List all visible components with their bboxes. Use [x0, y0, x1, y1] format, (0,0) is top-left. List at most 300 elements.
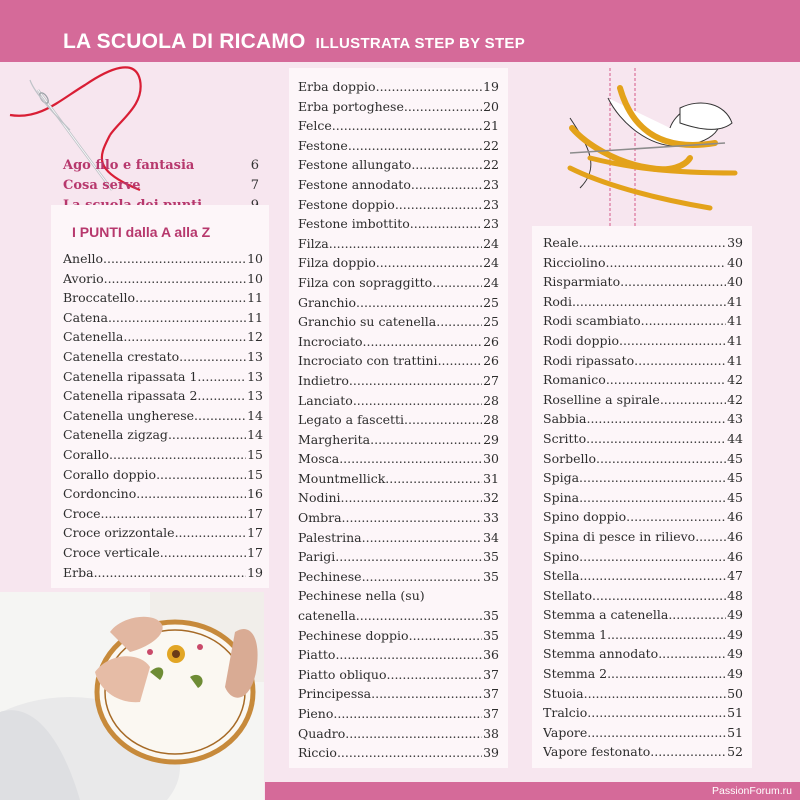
- toc-entry-page: 31: [483, 470, 499, 486]
- watermark: PassionForum.ru: [712, 785, 792, 797]
- toc-entry[interactable]: [543, 605, 743, 625]
- toc-leader-dots: [409, 626, 483, 646]
- toc-entry-label: Spino doppio: [543, 509, 627, 525]
- toc-entry-page: 14: [247, 407, 263, 423]
- toc-entry[interactable]: [543, 507, 743, 527]
- toc-entry[interactable]: [543, 664, 743, 684]
- toc-leader-dots: [438, 351, 483, 371]
- toc-entry-label: Erba: [63, 564, 94, 580]
- toc-leader-dots: [376, 77, 483, 97]
- toc-leader-dots: [329, 234, 482, 254]
- toc-leader-dots: [136, 484, 246, 504]
- toc-entry-page: 16: [247, 486, 263, 502]
- toc-entry[interactable]: [298, 606, 499, 626]
- toc-entry-page: 50: [727, 685, 743, 701]
- toc-leader-dots: [337, 743, 482, 763]
- toc-entry-page: 11: [247, 290, 263, 306]
- intro-link-ago-filo[interactable]: [63, 158, 259, 173]
- toc-entry[interactable]: [543, 292, 743, 312]
- toc-entry[interactable]: [298, 724, 499, 744]
- toc-leader-dots: [607, 625, 726, 645]
- toc-entry-page: 10: [247, 270, 263, 286]
- toc-entry[interactable]: [63, 347, 263, 367]
- toc-leader-dots: [596, 449, 726, 469]
- toc-entry[interactable]: [298, 293, 499, 313]
- toc-leader-dots: [339, 449, 482, 469]
- toc-entry-label: Tralcio: [543, 705, 588, 721]
- toc-entry-page: 17: [247, 525, 263, 541]
- toc-column-3: [543, 233, 743, 762]
- toc-entry-page: 37: [483, 666, 499, 682]
- toc-entry[interactable]: [63, 445, 263, 465]
- toc-entry[interactable]: [298, 391, 499, 411]
- toc-entry-label: Festone: [298, 137, 348, 153]
- toc-entry[interactable]: [298, 743, 499, 763]
- toc-entry-page: 46: [727, 528, 743, 544]
- toc-entry-label: Croce verticale: [63, 544, 160, 560]
- toc-entry[interactable]: [543, 351, 743, 371]
- toc-entry-label: Piatto obliquo: [298, 666, 387, 682]
- toc-column-2: [298, 77, 499, 763]
- toc-leader-dots: [586, 429, 726, 449]
- toc-leader-dots: [626, 507, 726, 527]
- toc-entry[interactable]: [543, 566, 743, 586]
- toc-entry-page: 49: [727, 666, 743, 682]
- toc-entry-label: Broccatello: [63, 290, 136, 306]
- toc-entry-label: Stemma 1: [543, 626, 608, 642]
- toc-leader-dots: [356, 606, 482, 626]
- toc-leader-dots: [341, 488, 483, 508]
- toc-leader-dots: [695, 527, 726, 547]
- toc-leader-dots: [197, 367, 246, 387]
- toc-entry-label: Stella: [543, 568, 580, 584]
- toc-leader-dots: [160, 543, 246, 563]
- toc-entry-label: Filza: [298, 235, 329, 251]
- toc-leader-dots: [410, 214, 482, 234]
- toc-entry[interactable]: [63, 386, 263, 406]
- toc-entry-label: Palestrina: [298, 529, 362, 545]
- toc-entry[interactable]: [543, 331, 743, 351]
- toc-entry-label: Sabbia: [543, 411, 587, 427]
- toc-entry-label: Rodi: [543, 293, 572, 309]
- toc-entry[interactable]: [298, 410, 499, 430]
- toc-leader-dots: [650, 742, 726, 762]
- toc-entry[interactable]: [63, 484, 263, 504]
- toc-entry-page: 15: [247, 446, 263, 462]
- toc-entry-label: Rodi scambiato: [543, 313, 641, 329]
- toc-entry-label: Stemma 2: [543, 666, 608, 682]
- toc-leader-dots: [123, 327, 246, 347]
- toc-entry-label: Festone allungato: [298, 157, 412, 173]
- toc-leader-dots: [660, 390, 726, 410]
- toc-leader-dots: [587, 723, 726, 743]
- toc-entry-label: Catenella ripassata 1: [63, 368, 198, 384]
- toc-entry-label: Erba portoghese: [298, 98, 404, 114]
- toc-leader-dots: [135, 288, 246, 308]
- toc-entry-page: 17: [247, 544, 263, 560]
- intro-link-page: 6: [250, 158, 259, 173]
- toc-entry[interactable]: [298, 430, 499, 450]
- toc-entry[interactable]: [298, 371, 499, 391]
- toc-entry-page: 13: [247, 388, 263, 404]
- toc-entry-page: 51: [727, 705, 743, 721]
- embroidery-photo: [0, 592, 264, 800]
- toc-entry[interactable]: [543, 253, 743, 273]
- intro-link-cosa-serve[interactable]: [63, 178, 259, 193]
- toc-entry[interactable]: [543, 272, 743, 292]
- toc-entry-label: Legato a fascetti: [298, 412, 405, 428]
- toc-entry-page: 35: [483, 627, 499, 643]
- title-main: LA SCUOLA DI RICAMO: [63, 30, 306, 53]
- toc-entry-page: 26: [483, 333, 499, 349]
- toc-leader-dots: [109, 445, 246, 465]
- toc-entry[interactable]: [298, 136, 499, 156]
- toc-entry[interactable]: [543, 742, 743, 762]
- toc-entry-page: 47: [727, 568, 743, 584]
- section-heading: I PUNTI dalla A alla Z: [72, 224, 211, 240]
- toc-entry-label: Stemma a catenella: [543, 607, 669, 623]
- toc-entry-page: 37: [483, 686, 499, 702]
- toc-entry-label: Corallo: [63, 446, 110, 462]
- toc-leader-dots: [345, 724, 482, 744]
- toc-entry[interactable]: [543, 723, 743, 743]
- toc-entry[interactable]: [543, 370, 743, 390]
- toc-entry-label: Incrociato con trattini: [298, 353, 438, 369]
- toc-entry[interactable]: [298, 665, 499, 685]
- toc-entry-page: 30: [483, 451, 499, 467]
- toc-entry-page: 49: [727, 626, 743, 642]
- toc-entry[interactable]: [543, 429, 743, 449]
- toc-entry-page: 12: [247, 329, 263, 345]
- toc-leader-dots: [619, 331, 726, 351]
- toc-leader-dots: [335, 547, 482, 567]
- toc-entry-page: 39: [727, 235, 743, 250]
- toc-entry-page: 25: [483, 314, 499, 330]
- toc-entry-label: Riccio: [298, 745, 337, 761]
- toc-leader-dots: [579, 547, 726, 567]
- toc-entry-page: 21: [483, 118, 499, 134]
- toc-entry-label: Corallo doppio: [63, 466, 157, 482]
- toc-leader-dots: [404, 97, 482, 117]
- toc-leader-dots: [349, 371, 482, 391]
- toc-entry[interactable]: [63, 288, 263, 308]
- toc-entry[interactable]: [298, 77, 499, 97]
- toc-entry[interactable]: [63, 523, 263, 543]
- intro-link-page: 7: [250, 178, 259, 193]
- toc-entry[interactable]: [298, 586, 499, 606]
- toc-entry-page: 42: [727, 391, 743, 407]
- toc-entry-label: Anello: [63, 251, 103, 266]
- toc-leader-dots: [332, 116, 482, 136]
- toc-entry[interactable]: [298, 351, 499, 371]
- toc-entry-label: Festone annodato: [298, 176, 411, 192]
- toc-leader-dots: [356, 293, 482, 313]
- toc-leader-dots: [620, 272, 726, 292]
- toc-entry-page: 44: [727, 430, 743, 446]
- toc-entry[interactable]: [543, 233, 743, 253]
- toc-entry[interactable]: [298, 312, 499, 332]
- toc-entry-page: 51: [727, 724, 743, 740]
- toc-entry[interactable]: [543, 703, 743, 723]
- toc-entry-label: Quadro: [298, 725, 346, 741]
- toc-entry-page: 28: [483, 392, 499, 408]
- toc-entry-page: 37: [483, 706, 499, 721]
- toc-entry-page: 23: [483, 216, 499, 232]
- toc-entry-page: 26: [483, 353, 499, 369]
- toc-entry-page: 24: [483, 255, 499, 271]
- toc-entry[interactable]: [298, 684, 499, 704]
- intro-link-label: Ago filo e fantasia: [63, 158, 195, 173]
- toc-entry-page: 35: [483, 568, 499, 584]
- toc-leader-dots: [376, 253, 482, 273]
- toc-leader-dots: [606, 370, 726, 390]
- toc-leader-dots: [579, 566, 726, 586]
- toc-leader-dots: [348, 136, 482, 156]
- toc-entry-page: 45: [727, 489, 743, 505]
- toc-leader-dots: [108, 308, 246, 328]
- toc-entry-page: 38: [483, 725, 499, 741]
- toc-entry-page: 29: [483, 431, 499, 447]
- toc-entry-page: 40: [727, 274, 743, 290]
- toc-entry-label: Spina di pesce in rilievo: [543, 528, 696, 544]
- toc-leader-dots: [584, 684, 726, 704]
- toc-entry-label: Rodi doppio: [543, 332, 619, 348]
- toc-entry-label: Croce orizzontale: [63, 525, 175, 541]
- toc-entry[interactable]: [63, 406, 263, 426]
- toc-leader-dots: [100, 504, 246, 524]
- toc-entry[interactable]: [298, 116, 499, 136]
- toc-entry-page: 22: [483, 157, 499, 173]
- toc-leader-dots: [411, 175, 482, 195]
- toc-leader-dots: [94, 563, 247, 583]
- toc-leader-dots: [156, 465, 246, 485]
- toc-leader-dots: [175, 523, 247, 543]
- toc-entry-label: Pechinese nella (su): [298, 588, 425, 604]
- toc-entry-page: 36: [483, 647, 499, 663]
- toc-leader-dots: [586, 409, 726, 429]
- toc-entry-page: 27: [483, 372, 499, 388]
- toc-entry-page: 11: [247, 309, 263, 325]
- toc-leader-dots: [179, 347, 246, 367]
- toc-entry[interactable]: [298, 273, 499, 293]
- toc-entry[interactable]: [298, 567, 499, 587]
- toc-leader-dots: [168, 425, 246, 445]
- toc-entry[interactable]: [298, 508, 499, 528]
- toc-leader-dots: [335, 645, 482, 665]
- toc-entry-page: 45: [727, 470, 743, 486]
- toc-entry-page: 46: [727, 548, 743, 564]
- toc-entry-page: 35: [483, 549, 499, 565]
- toc-entry[interactable]: [63, 425, 263, 445]
- toc-entry[interactable]: [63, 308, 263, 328]
- toc-entry-label: Cordoncino: [63, 486, 137, 502]
- toc-entry-label: Incrociato: [298, 333, 363, 349]
- page-title: [63, 30, 525, 54]
- toc-entry[interactable]: [298, 626, 499, 646]
- toc-entry[interactable]: [543, 409, 743, 429]
- toc-leader-dots: [197, 386, 246, 406]
- toc-entry[interactable]: [63, 504, 263, 524]
- toc-leader-dots: [634, 351, 726, 371]
- toc-entry-label: Pechinese: [298, 568, 362, 584]
- toc-entry-page: 20: [483, 98, 499, 114]
- toc-entry[interactable]: [298, 469, 499, 489]
- toc-entry[interactable]: [298, 547, 499, 567]
- toc-entry-label: Catenella: [63, 329, 124, 345]
- toc-leader-dots: [587, 703, 726, 723]
- toc-entry[interactable]: [543, 311, 743, 331]
- toc-entry-page: 42: [727, 372, 743, 388]
- toc-leader-dots: [411, 155, 482, 175]
- toc-leader-dots: [342, 508, 483, 528]
- toc-entry[interactable]: [543, 625, 743, 645]
- toc-entry[interactable]: [543, 586, 743, 606]
- intro-link-label: Cosa serve: [63, 178, 141, 193]
- toc-leader-dots: [362, 528, 482, 548]
- toc-leader-dots: [579, 233, 726, 253]
- toc-entry-label: Romanico: [543, 372, 606, 388]
- toc-entry-label: Vapore: [543, 724, 588, 740]
- toc-entry-label: Spino: [543, 548, 580, 564]
- toc-entry-page: 24: [483, 235, 499, 251]
- toc-entry-label: Lanciato: [298, 392, 353, 408]
- toc-entry-label: Roselline a spirale: [543, 391, 660, 407]
- toc-entry-page: 43: [727, 411, 743, 427]
- toc-entry-label: Mosca: [298, 451, 340, 467]
- toc-column-1: [63, 249, 263, 582]
- toc-entry[interactable]: [298, 214, 499, 234]
- toc-entry-page: 35: [483, 608, 499, 624]
- toc-entry[interactable]: [298, 155, 499, 175]
- toc-entry[interactable]: [543, 488, 743, 508]
- toc-entry-page: 39: [483, 745, 499, 761]
- toc-entry[interactable]: [298, 449, 499, 469]
- toc-leader-dots: [572, 292, 726, 312]
- toc-entry[interactable]: [298, 175, 499, 195]
- toc-entry[interactable]: [298, 97, 499, 117]
- toc-entry-label: Ricciolino: [543, 254, 606, 270]
- toc-entry-label: Stellato: [543, 587, 592, 603]
- toc-entry-label: Catena: [63, 309, 108, 325]
- toc-entry[interactable]: [298, 645, 499, 665]
- toc-entry[interactable]: [63, 327, 263, 347]
- toc-entry-label: Parigi: [298, 549, 336, 565]
- toc-entry-label: Granchio su catenella: [298, 314, 437, 330]
- toc-entry[interactable]: [543, 684, 743, 704]
- toc-entry-page: 22: [483, 137, 499, 153]
- toc-entry[interactable]: [543, 390, 743, 410]
- header-bar: [0, 0, 800, 62]
- title-subtitle: ILLUSTRATA STEP BY STEP: [315, 35, 526, 52]
- toc-entry-label: Filza doppio: [298, 255, 376, 271]
- toc-entry-page: 14: [247, 427, 263, 443]
- toc-leader-dots: [362, 567, 483, 587]
- toc-entry-label: Indietro: [298, 372, 349, 388]
- toc-entry[interactable]: [63, 543, 263, 563]
- toc-leader-dots: [103, 249, 246, 269]
- toc-entry-label: Catenella ungherese: [63, 407, 195, 423]
- toc-entry-label: Felce: [298, 118, 332, 134]
- toc-entry-label: Stuoia: [543, 685, 584, 701]
- toc-entry[interactable]: [543, 468, 743, 488]
- toc-entry-label: Rodi ripassato: [543, 352, 635, 368]
- toc-entry[interactable]: [63, 563, 263, 583]
- toc-entry-page: 13: [247, 368, 263, 384]
- toc-entry-page: 49: [727, 646, 743, 662]
- toc-entry-label: Piatto: [298, 647, 336, 663]
- toc-entry-label: Scritto: [543, 430, 587, 446]
- toc-leader-dots: [370, 430, 482, 450]
- toc-entry[interactable]: [298, 704, 499, 724]
- toc-leader-dots: [432, 273, 482, 293]
- toc-leader-dots: [395, 195, 482, 215]
- toc-entry[interactable]: [63, 465, 263, 485]
- toc-entry[interactable]: [298, 195, 499, 215]
- toc-entry-page: 41: [727, 293, 743, 309]
- toc-entry[interactable]: [63, 367, 263, 387]
- toc-entry[interactable]: [543, 644, 743, 664]
- toc-entry-page: 15: [247, 466, 263, 482]
- toc-entry-page: 41: [727, 332, 743, 348]
- toc-leader-dots: [668, 605, 726, 625]
- toc-entry[interactable]: [63, 249, 263, 269]
- toc-entry[interactable]: [63, 269, 263, 289]
- toc-leader-dots: [607, 664, 726, 684]
- toc-entry-label: Risparmiato: [543, 274, 621, 290]
- toc-entry[interactable]: [298, 234, 499, 254]
- toc-entry-label: Vapore festonato: [543, 744, 651, 760]
- toc-entry-page: 13: [247, 348, 263, 364]
- toc-entry-label: Principessa: [298, 686, 372, 702]
- toc-entry-page: 10: [247, 251, 263, 266]
- toc-leader-dots: [387, 665, 483, 685]
- toc-entry[interactable]: [298, 528, 499, 548]
- toc-entry-page: 32: [483, 490, 499, 506]
- toc-entry-label: Reale: [543, 235, 579, 250]
- toc-entry-page: 33: [483, 510, 499, 526]
- toc-entry-label: Festone imbottito: [298, 216, 410, 232]
- toc-entry-page: 49: [727, 607, 743, 623]
- toc-entry-label: Pieno: [298, 706, 334, 721]
- toc-leader-dots: [363, 332, 483, 352]
- toc-entry[interactable]: [543, 449, 743, 469]
- toc-leader-dots: [436, 312, 482, 332]
- toc-entry-page: 40: [727, 254, 743, 270]
- toc-entry[interactable]: [298, 253, 499, 273]
- toc-leader-dots: [104, 269, 246, 289]
- toc-entry-page: 25: [483, 294, 499, 310]
- toc-entry-label: Spina: [543, 489, 580, 505]
- toc-entry[interactable]: [543, 527, 743, 547]
- toc-leader-dots: [353, 391, 482, 411]
- toc-entry-page: 19: [483, 79, 499, 94]
- toc-leader-dots: [371, 684, 482, 704]
- toc-leader-dots: [194, 406, 246, 426]
- toc-entry-page: 52: [727, 744, 743, 760]
- toc-entry[interactable]: [298, 488, 499, 508]
- toc-entry[interactable]: [543, 547, 743, 567]
- toc-entry-page: 19: [247, 564, 263, 580]
- toc-entry[interactable]: [298, 332, 499, 352]
- toc-entry-page: 41: [727, 352, 743, 368]
- toc-entry-label: Sorbello: [543, 450, 596, 466]
- toc-entry-page: 17: [247, 505, 263, 521]
- toc-leader-dots: [385, 469, 482, 489]
- stitch-diagram-icon: [560, 68, 744, 226]
- toc-entry-label: Catenella ripassata 2: [63, 388, 198, 404]
- toc-entry-label: Margherita: [298, 431, 371, 447]
- toc-entry-label: Mountmellick: [298, 470, 386, 486]
